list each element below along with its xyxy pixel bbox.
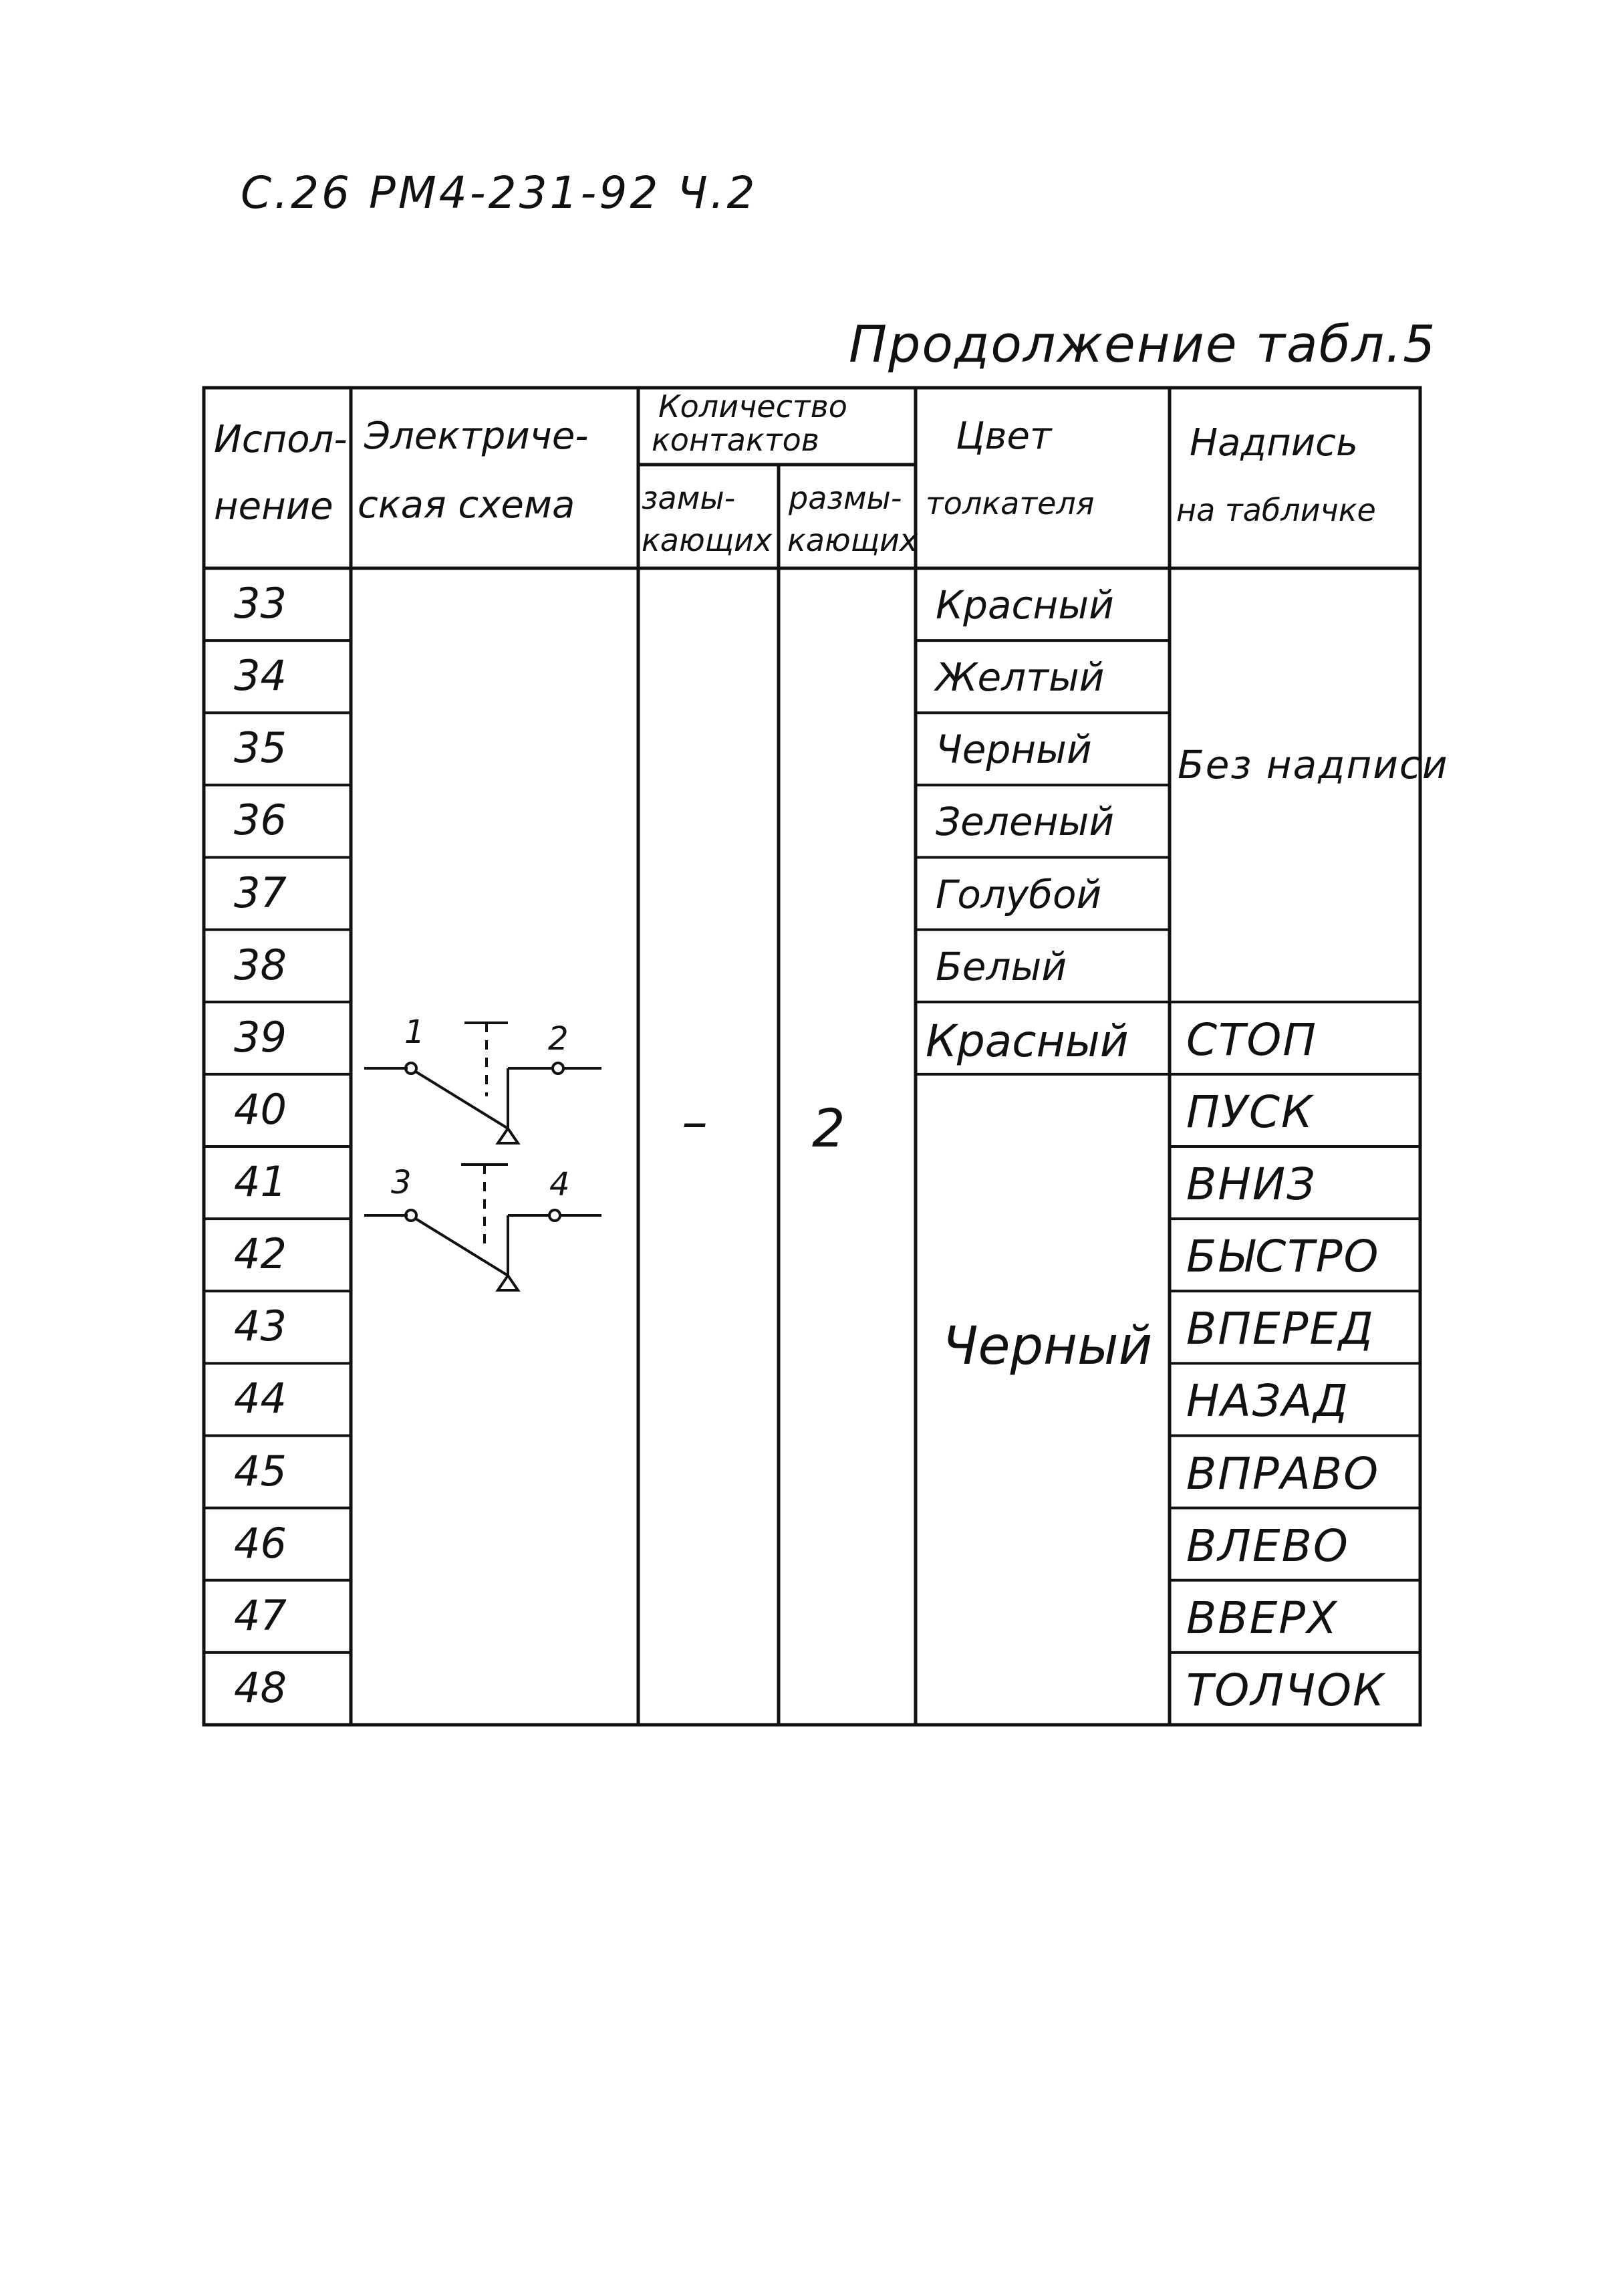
row-number: 44: [234, 1374, 287, 1423]
header-opening-line2: кающих: [787, 522, 918, 558]
header-execution-line1: Испол-: [214, 418, 348, 461]
label-cell: СТОП: [1186, 1013, 1317, 1066]
header-scheme-line2: ская схема: [358, 483, 575, 527]
row-number: 48: [234, 1663, 287, 1712]
row-number: 46: [234, 1518, 287, 1568]
label-cell: ВЛЕВО: [1186, 1520, 1349, 1572]
color-cell: Зеленый: [936, 799, 1115, 845]
header-contacts-line1: Количество: [658, 388, 847, 425]
header-label-line1: Надпись: [1190, 421, 1358, 465]
row-number: 43: [234, 1302, 287, 1351]
row-number: 41: [234, 1157, 287, 1206]
color-cell: Черный: [936, 727, 1092, 773]
row-number: 40: [234, 1084, 287, 1134]
row-number: 39: [234, 1012, 287, 1062]
header-closing-line1: замы-: [642, 480, 736, 516]
row-number: 35: [234, 723, 287, 773]
header-opening-line1: размы-: [789, 480, 902, 516]
header-label-line2: на табличке: [1176, 492, 1376, 528]
row-number: 45: [234, 1446, 287, 1495]
label-cell: НАЗАД: [1186, 1375, 1349, 1427]
color-cell: Желтый: [936, 654, 1105, 701]
header-scheme-line1: Электриче-: [364, 414, 589, 458]
color-cell: Голубой: [936, 871, 1102, 917]
label-cell: ВВЕРХ: [1186, 1592, 1339, 1644]
color-cell: Красный: [926, 1015, 1129, 1067]
label-cell: ТОЛЧОК: [1186, 1664, 1385, 1716]
header-closing-line2: кающих: [642, 522, 773, 558]
color-black-merged: Черный: [942, 1316, 1153, 1376]
table-caption: Продолжение табл.5: [849, 314, 1437, 374]
header-color-line2: толкателя: [926, 485, 1095, 521]
label-none: Без надписи: [1178, 742, 1449, 788]
row-number: 42: [234, 1229, 287, 1279]
document-code: С.26 РМ4-231-92 Ч.2: [241, 167, 758, 219]
row-number: 34: [234, 651, 287, 701]
row-number: 37: [234, 868, 287, 917]
header-contacts-line2: контактов: [652, 422, 819, 458]
label-cell: ВНИЗ: [1186, 1159, 1317, 1210]
row-number: 33: [234, 579, 287, 628]
label-cell: ВПЕРЕД: [1186, 1303, 1375, 1355]
row-number: 38: [234, 940, 287, 989]
opening-count: 2: [812, 1099, 845, 1159]
row-number: 47: [234, 1590, 287, 1640]
label-cell: ПУСК: [1186, 1086, 1314, 1138]
row-number: 36: [234, 796, 287, 845]
pin-1: 1: [404, 1013, 425, 1051]
pin-2: 2: [548, 1020, 569, 1058]
closing-count: –: [682, 1092, 708, 1153]
label-cell: БЫСТРО: [1186, 1231, 1380, 1283]
header-color-line1: Цвет: [956, 414, 1052, 458]
pin-4: 4: [549, 1166, 570, 1203]
header-execution-line2: нение: [214, 485, 333, 528]
color-cell: Красный: [936, 582, 1114, 628]
color-cell: Белый: [936, 943, 1067, 989]
label-cell: ВПРАВО: [1186, 1447, 1380, 1499]
pin-3: 3: [391, 1164, 412, 1201]
